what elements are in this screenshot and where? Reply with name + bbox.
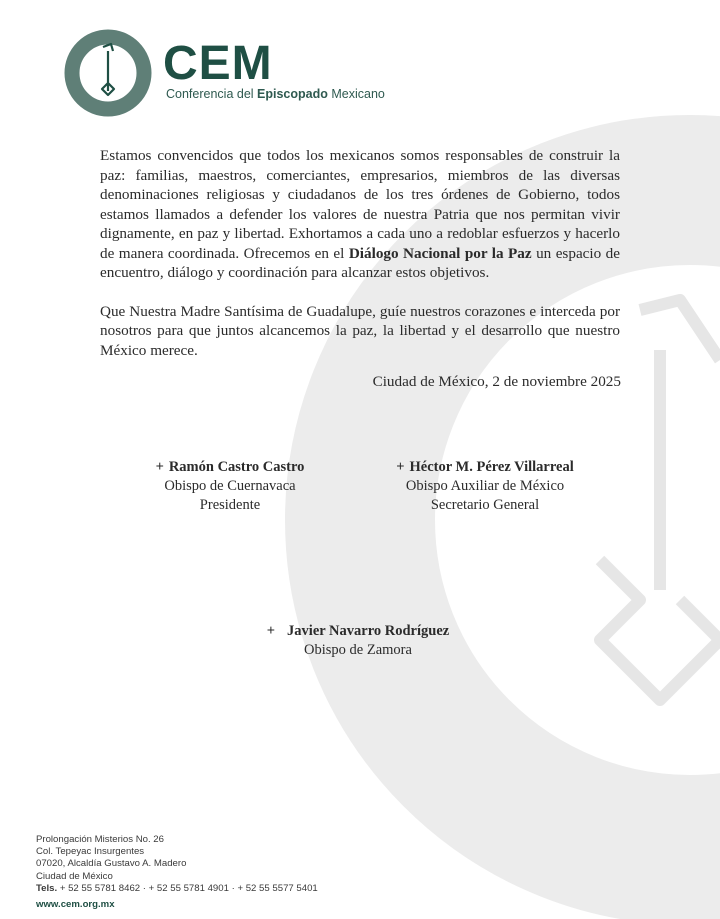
signature-block-president [140, 458, 320, 515]
phone-line [36, 883, 318, 895]
address-line: 07020, Alcaldía Gustavo A. Madero [36, 858, 187, 870]
logo-wordmark: CEM [163, 37, 273, 90]
cross-mark: + [266, 623, 276, 639]
signatory-name: Ramón Castro Castro [168, 459, 305, 475]
paragraph-1-text-b: un espacio de encuentro, diálogo y coordinación para alcanzar estos objetivos. [100, 244, 621, 281]
signatory-role: Presidente [199, 497, 261, 513]
signatory-name: Héctor M. Pérez Villarreal [409, 459, 574, 475]
footer-contact [36, 834, 318, 911]
paragraph-1-text-a: Estamos convencidos que todos los mexicanos somos responsables de construir la paz: familias, maestros, comerciantes, empresarios, miembros de las diversas denominaciones religiosas y ciudadanos de los tres órdenes de Gobierno, todos estamos llamados a defender los valores de nuestra Patria que nos permitan vivir dignamente, en paz y libertad. Exhortamos a cada uno a redoblar esfuerzos y hacerlo de manera coordinada. Ofrecemos en el [100, 147, 620, 262]
signature-block-zamora [248, 622, 468, 660]
letter-body [100, 146, 620, 379]
logo-subtitle-post: Mexicano [327, 87, 385, 101]
phone-numbers: + 52 55 5781 8462 · + 52 55 5781 4901 · + 52 55 5577 5401 [57, 882, 318, 894]
address-line: Prolongación Misterios No. 26 [36, 834, 164, 845]
paragraph-2: Que Nuestra Madre Santísima de Guadalupe, guíe nuestros corazones e interceda por nosotros para que juntos alcancemos la paz, la libertad y el desarrollo que nuestro México merece. [100, 302, 620, 359]
signatory-title: Obispo de Cuernavaca [164, 478, 296, 494]
cross-mark: + [396, 459, 405, 475]
logo-subtitle-pre: Conferencia del [166, 87, 258, 101]
paragraph-1 [100, 146, 620, 283]
dateline: Ciudad de México, 2 de noviembre 2025 [372, 373, 621, 390]
signature-block-secretary [390, 458, 580, 515]
logo-subtitle [166, 87, 385, 101]
signatory-name: Javier Navarro Rodríguez [287, 623, 450, 639]
address-line: Col. Tepeyac Insurgentes [36, 846, 145, 858]
website-link[interactable]: www.cem.org.mx [36, 899, 115, 911]
signatory-role: Secretario General [430, 497, 540, 513]
cross-mark: + [155, 459, 164, 475]
signatory-title: Obispo Auxiliar de México [405, 478, 565, 494]
logo-subtitle-bold: Episcopado [257, 87, 328, 101]
phone-label: Tels. [36, 882, 58, 894]
address-line: Ciudad de México [36, 870, 113, 882]
dialogo-nacional-highlight: Diálogo Nacional por la Paz [348, 244, 532, 262]
cem-logo-icon [64, 29, 152, 117]
signatory-title: Obispo de Zamora [304, 642, 412, 658]
